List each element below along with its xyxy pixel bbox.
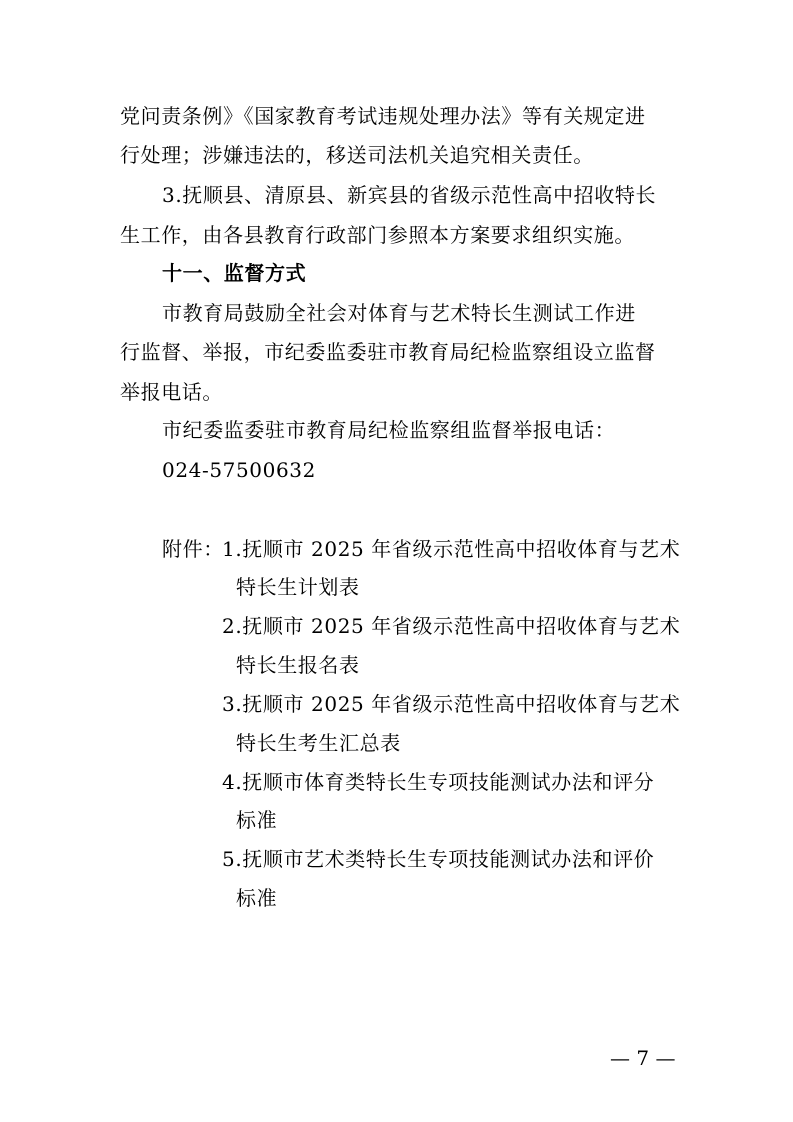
paragraph-line: 生工作，由各县教育行政部门参照本方案要求组织实施。 xyxy=(120,223,635,247)
paragraph-line: 3.抚顺县、清原县、新宾县的省级示范性高中招收特长 xyxy=(162,183,657,207)
section-heading: 十一、监督方式 xyxy=(162,261,307,285)
attachment-item: 2.抚顺市 2025 年省级示范性高中招收体育与艺术 xyxy=(222,614,681,638)
paragraph-line: 举报电话。 xyxy=(120,380,223,404)
paragraph-line: 党问责条例》《国家教育考试违规处理办法》等有关规定进 xyxy=(120,104,646,128)
attachment-item: 4.抚顺市体育类特长生专项技能测试办法和评分 xyxy=(222,770,655,794)
attachment-item-continued: 特长生考生汇总表 xyxy=(236,731,401,755)
attachment-item-continued: 标准 xyxy=(236,808,278,832)
attachment-item: 1.抚顺市 2025 年省级示范性高中招收体育与艺术 xyxy=(222,537,681,561)
phone-number: 024-57500632 xyxy=(162,458,316,482)
attachment-item: 3.抚顺市 2025 年省级示范性高中招收体育与艺术 xyxy=(222,692,681,716)
paragraph-line: 行处理；涉嫌违法的，移送司法机关追究相关责任。 xyxy=(120,143,594,167)
attachment-item: 5.抚顺市艺术类特长生专项技能测试办法和评价 xyxy=(222,847,655,871)
attachment-item-continued: 标准 xyxy=(236,886,278,910)
attachment-item-continued: 特长生报名表 xyxy=(236,653,360,677)
paragraph-line: 市纪委监委驻市教育局纪检监察组监督举报电话： xyxy=(162,418,616,442)
page-number: — 7 — xyxy=(610,1046,676,1070)
paragraph-line: 市教育局鼓励全社会对体育与艺术特长生测试工作进 xyxy=(162,301,636,325)
attachments-label: 附件： xyxy=(162,537,224,561)
attachment-item-continued: 特长生计划表 xyxy=(236,575,360,599)
paragraph-line: 行监督、举报，市纪委监委驻市教育局纪检监察组设立监督 xyxy=(120,340,656,364)
